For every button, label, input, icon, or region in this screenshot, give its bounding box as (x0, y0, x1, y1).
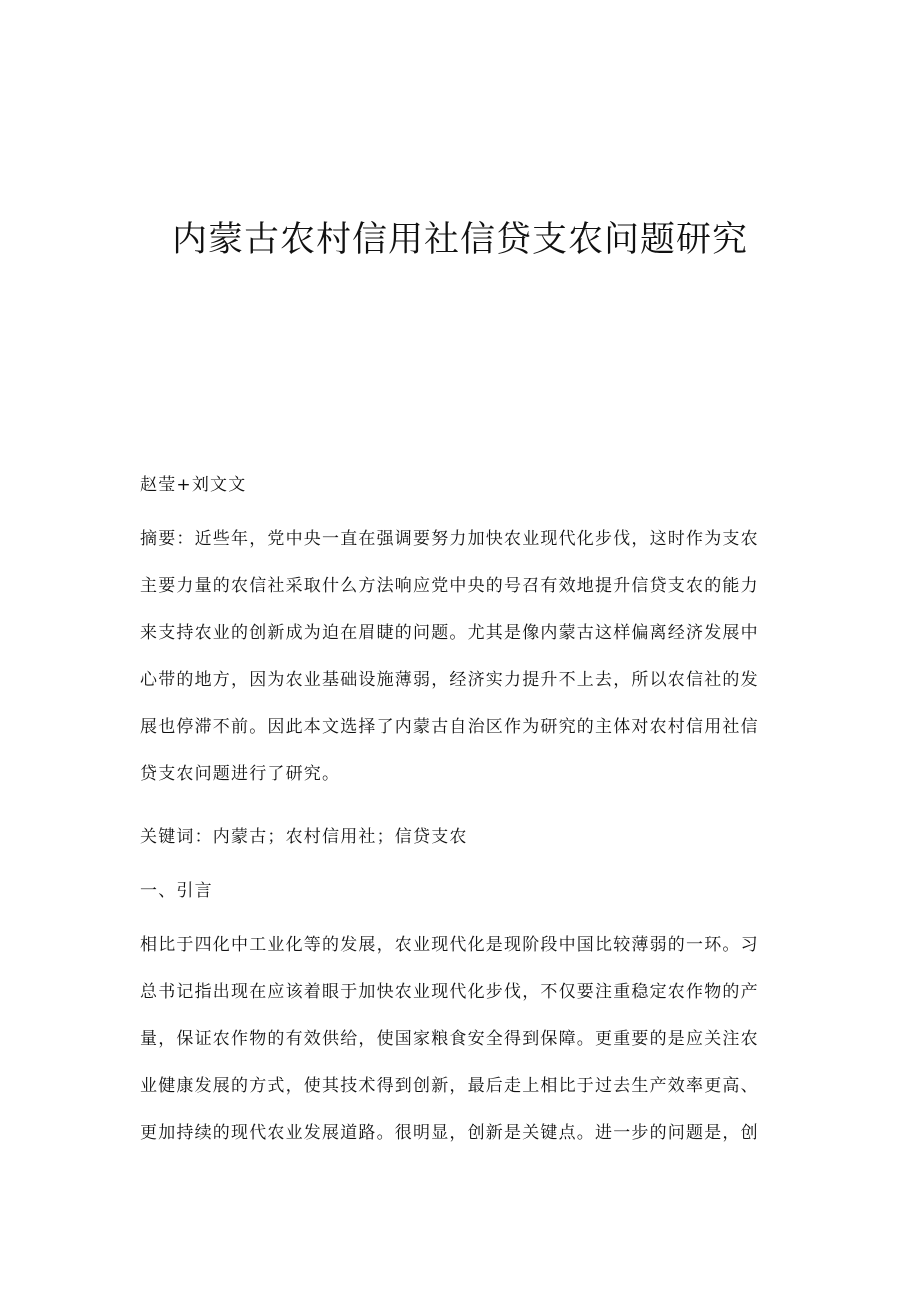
section-heading: 一、引言 (140, 881, 213, 901)
body-line: 总书记指出现在应该着眼于加快农业现代化步伐，不仅要注重稳定农作物的产 (140, 982, 759, 1002)
authors-block (140, 471, 770, 499)
abstract-line: 摘要：近些年，党中央一直在强调要努力加快农业现代化步伐，这时作为支农 (140, 529, 759, 549)
body-line: 业健康发展的方式，使其技术得到创新，最后走上相比于过去生产效率更高、 (140, 1076, 759, 1096)
abstract-paragraph (140, 525, 770, 807)
authors: 赵莹+刘文文 (140, 475, 247, 495)
keywords-block (140, 823, 770, 851)
section-heading-block (140, 877, 770, 905)
body-paragraph (140, 931, 770, 1166)
abstract-line: 来支持农业的创新成为迫在眉睫的问题。尤其是像内蒙古这样偏离经济发展中 (140, 623, 759, 643)
body-line: 更加持续的现代农业发展道路。很明显，创新是关键点。进一步的问题是，创 (140, 1123, 759, 1143)
abstract-line: 展也停滞不前。因此本文选择了内蒙古自治区作为研究的主体对农村信用社信 (140, 717, 759, 737)
document-title: 内蒙古农村信用社信贷支农问题研究 (171, 220, 748, 260)
abstract-line: 贷支农问题进行了研究。 (140, 764, 341, 784)
abstract-line: 心带的地方，因为农业基础设施薄弱，经济实力提升不上去，所以农信社的发 (140, 670, 759, 690)
body-line: 相比于四化中工业化等的发展，农业现代化是现阶段中国比较薄弱的一环。习 (140, 935, 759, 955)
abstract-line: 主要力量的农信社采取什么方法响应党中央的号召有效地提升信贷支农的能力 (140, 576, 759, 596)
body-line: 量，保证农作物的有效供给，使国家粮食安全得到保障。更重要的是应关注农 (140, 1029, 759, 1049)
keywords: 关键词：内蒙古；农村信用社；信贷支农 (140, 827, 468, 847)
